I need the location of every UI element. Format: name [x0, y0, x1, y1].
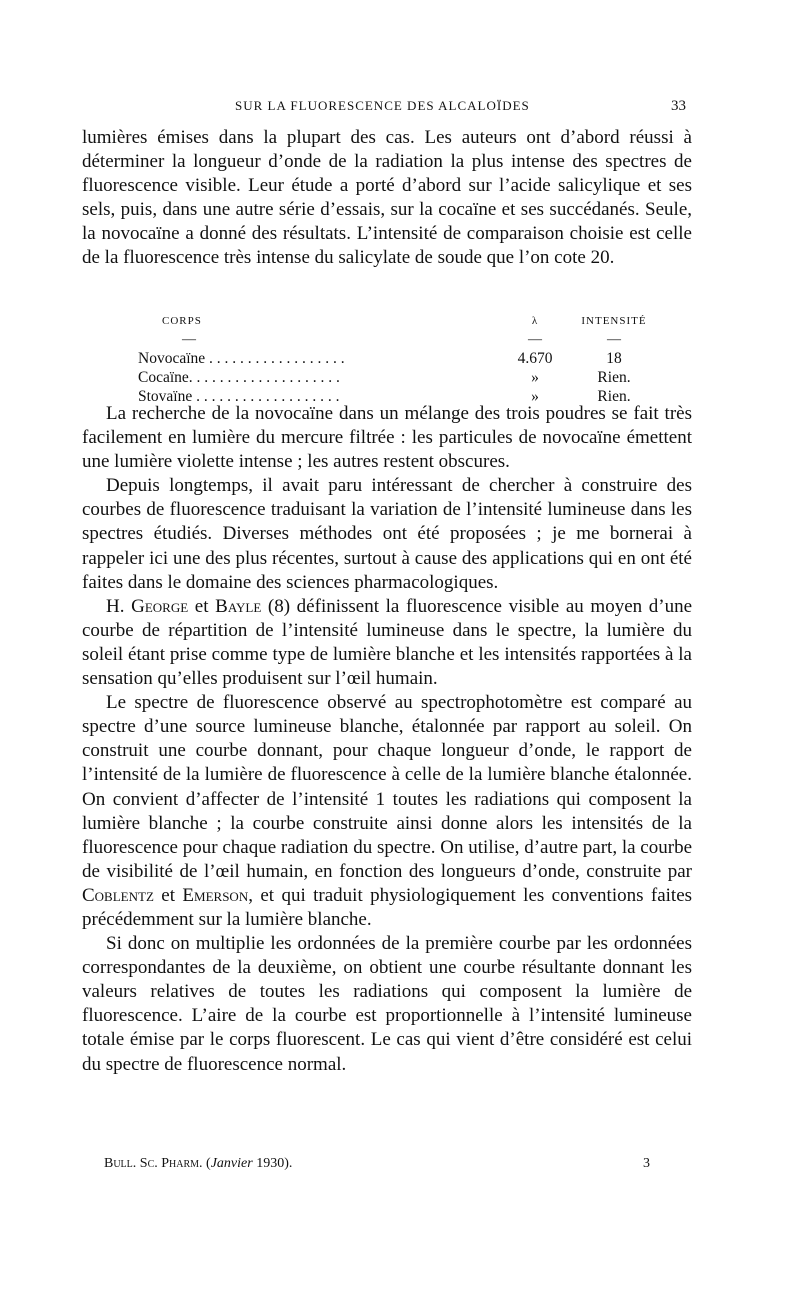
cell-lambda: 4.670 — [517, 349, 553, 367]
running-title: SUR LA FLUORESCENCE DES ALCALOÏDES — [235, 98, 530, 113]
cell-intensite: Rien. — [597, 387, 631, 405]
issue-month: Janvier — [210, 1156, 253, 1171]
page-number: 33 — [671, 98, 686, 114]
rule-lambda: — — [528, 331, 542, 347]
author-name: George — [131, 595, 189, 617]
issue-year: 1930). — [256, 1156, 293, 1171]
col-header-intensite: INTENSITÉ — [581, 315, 647, 327]
author-name: Coblentz — [82, 884, 154, 906]
results-table — [138, 312, 658, 406]
paragraph-5-text-end: , et qui traduit physiologiquement les conventions faites précédemment sur la lumière blanche. — [82, 884, 693, 930]
cell-lambda: » — [531, 387, 539, 405]
paragraph-4-text: (8) définissent la fluorescence visible au moyen d’une courbe de répartition de l’intensité lumineuse dans le spectre, la lumière du soleil étant prise comme type de lumière blanche et les intensités rapportées à la sensation qu’elles produisent sur l’œil humain. — [82, 595, 693, 690]
author-name: Emerson — [182, 884, 249, 906]
rule-intensite: — — [607, 331, 621, 347]
col-header-lambda: λ — [531, 315, 539, 327]
cell-intensite: Rien. — [597, 368, 631, 386]
author-initial: H. — [106, 595, 125, 617]
paragraph-2: La recherche de la novocaïne dans un mélange des trois poudres se fait très facilement en lumière du mercure filtrée : les particules de novocaïne émettent une lumière violette intense ; les autres restent obscures. — [82, 403, 692, 473]
cell-corps: Novocaïne . . . . . . . . . . . . . . . . . . — [138, 349, 345, 367]
rule-corps: — — [182, 331, 196, 347]
journal-abbrev: Bull. Sc. Pharm. — [104, 1156, 203, 1171]
paragraph-3: Depuis longtemps, il avait paru intéressant de chercher à construire des courbes de fluorescence traduisant la variation de l’intensité lumineuse dans les spectres étudiés. Diverses méthodes ont été proposées ; je me bornerai à rappeler ici une des plus récentes, surtout à cause des applications qui en ont été faites dans le domaine des sciences pharmacologiques. — [82, 475, 692, 593]
paragraph-5-text: Le spectre de fluorescence observé au spectrophotomètre est comparé au spectre d’une source lumineuse blanche, étalonnée par rapport au soleil. On construit une courbe donnant, pour chaque longueur d’onde, le rapport de l’intensité de la lumière de fluorescence à celle de la lumière blanche étalonnée. On convient d’affecter de l’intensité 1 toutes les radiations qui composent la lumière blanche ; la courbe construite ainsi donne alors les intensités de la fluorescence pour chaque radiation du spectre. On utilise, d’autre part, la courbe de visibilité de l’œil humain, en fonction des longueurs d’onde, construite par — [82, 692, 692, 882]
cell-lambda: » — [531, 368, 539, 386]
conjunction: et — [194, 595, 209, 617]
author-name: Bayle — [215, 595, 262, 617]
paragraph-5 — [82, 691, 692, 932]
paragraph-6: Si donc on multiplie les ordonnées de la première courbe par les ordonnées correspondantes de la deuxième, on obtient une courbe résultante donnant les valeurs relatives de toutes les radiations qui composent la lumière de fluorescence. L’aire de la courbe est proportionnelle à l’intensité lumineuse totale émise par le corps fluorescent. Le cas qui vient d’être considéré est celui du spectre de fluorescence normal. — [82, 933, 692, 1075]
issue-open: ( — [206, 1156, 211, 1171]
cell-corps: Cocaïne. . . . . . . . . . . . . . . . . . . . — [138, 368, 340, 386]
paragraph-4 — [82, 595, 692, 691]
table-rule-row — [138, 330, 658, 349]
page-footer — [104, 1156, 650, 1178]
table-row — [138, 368, 658, 387]
conjunction: et — [161, 884, 176, 906]
cell-corps: Stovaïne . . . . . . . . . . . . . . . . . . . — [138, 387, 340, 405]
col-header-corps: CORPS — [162, 315, 202, 327]
text-block-main — [82, 402, 692, 1077]
table-row — [138, 349, 658, 368]
cell-intensite: 18 — [606, 349, 622, 367]
text-block-top — [82, 126, 692, 271]
paragraph-1: lumières émises dans la plupart des cas. Les auteurs ont d’abord réussi à déterminer la longueur d’onde de la radiation la plus intense des spectres de fluorescence visible. Leur étude a porté d’abord sur l’acide salicylique et ses sels, puis, dans une autre série d’essais, sur la cocaïne et ses succédanés. Seule, la novocaïne a donné des résultats. L’intensité de comparaison choisie est celle de la fluorescence très intense du salicylate de soude que l’on cote 20. — [82, 127, 692, 269]
signature-mark: 3 — [643, 1156, 650, 1171]
running-header — [80, 98, 686, 120]
table-header-row — [138, 312, 658, 330]
